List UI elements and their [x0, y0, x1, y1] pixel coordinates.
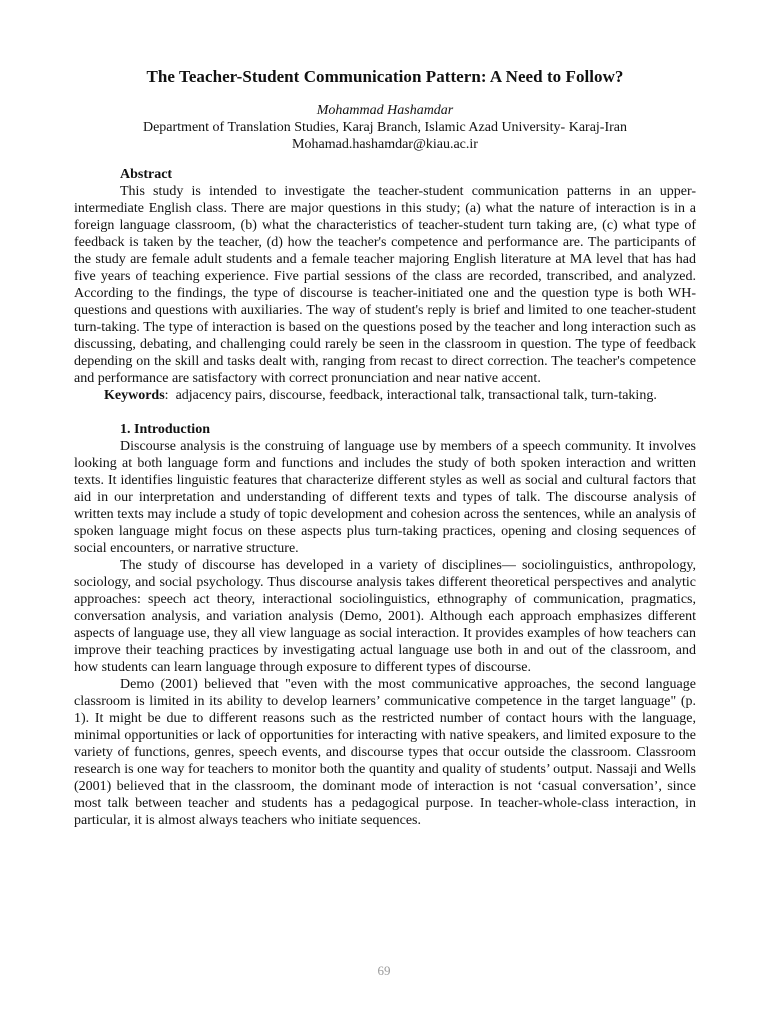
introduction-paragraph-3: Demo (2001) believed that "even with the most communicative approaches, the second language classroom is limited in its ability to develop learners’ communicative competence in the target language" (p. 1). It might be due to different reasons such as the restricted number of contact hours with the language, minimal opportunities or lack of opportunities for interacting with native speakers, and limited exposure to the variety of functions, genres, speech events, and discourse types that occur outside the classroom. Classroom research is one way for teachers to monitor both the quantity and quality of students’ output. Nassaji and Wells (2001) believed that in the classroom, the dominant mode of interaction is not ‘casual conversation’, since most talk between teacher and students has a pedagogical purpose. In teacher-whole-class interaction, in particular, it is almost always teachers who initiate sequences. — [74, 677, 696, 828]
abstract-text: This study is intended to investigate the teacher-student communication patterns in an upper-intermediate English class. There are major questions in this study; (a) what the nature of interaction is in a foreign language classroom, (b) what the characteristics of teacher-student turn taking are, (c) what type of feedback is taken by the teacher, (d) how the teacher's competence and performance are. The participants of the study are female adult students and a female teacher majoring English literature at MA level that has had five years of teaching experience. Five partial sessions of the class are recorded, transcribed, and analyzed. According to the findings, the type of discourse is teacher-initiated one and the question type is both WH-questions and questions with auxiliaries. The way of student's reply is brief and limited to one teacher-student turn-taking. The type of interaction is based on the questions posed by the teacher and long interaction such as discussing, debating, and challenging could rarely be seen in the classroom in question. The type of feedback depending on the skill and tasks dealt with, ranging from recast to direct correction. The teacher's competence and performance are satisfactory with correct pronunciation and near native accent. — [74, 184, 696, 386]
author-email: Mohamad.hashamdar@kiau.ac.ir — [292, 137, 478, 152]
introduction-paragraph-1: Discourse analysis is the construing of language use by members of a speech community. It involves looking at both language form and functions and includes the study of both spoken interaction and written texts. It identifies linguistic features that characterize different styles as well as social and cultural factors that aid in our interpretation and understanding of different texts and types of talk. The discourse analysis of written texts may include a study of topic development and cohesion across the sentences, while an analysis of spoken language might focus on these aspects plus turn-taking practices, opening and closing sequences of social encounters, or narrative structure. — [74, 439, 696, 556]
page-number: 69 — [377, 963, 391, 978]
abstract-heading: Abstract — [120, 167, 173, 182]
keywords-line: Keywords: adjacency pairs, discourse, feedback, interactional talk, transactional talk, turn-taking. — [104, 388, 657, 403]
introduction-heading: 1. Introduction — [120, 422, 210, 437]
keywords-text: adjacency pairs, discourse, feedback, interactional talk, transactional talk, turn-taking. — [175, 388, 657, 403]
keywords-label: Keywords — [104, 388, 165, 403]
paper-page — [74, 66, 696, 829]
paper-title: The Teacher-Student Communication Pattern: A Need to Follow? — [146, 67, 624, 86]
author-name: Mohammad Hashamdar — [316, 103, 454, 118]
author-affiliation: Department of Translation Studies, Karaj Branch, Islamic Azad University- Karaj-Iran — [142, 120, 628, 135]
introduction-paragraph-2: The study of discourse has developed in a variety of disciplines— sociolinguistics, anthropology, sociology, and social psychology. Thus discourse analysis takes different theoretical perspectives and analytic approaches: speech act theory, interactional sociolinguistics, ethnography of communication, pragmatics, conversation analysis, and variation analysis (Demo, 2001). Although each approach emphasizes different aspects of language use, they all view language as social interaction. It provides examples of how teachers can improve their teaching practices by investigating actual language use both in and out of the classroom, and how students can learn language through exposure to different types of discourse. — [74, 558, 696, 675]
